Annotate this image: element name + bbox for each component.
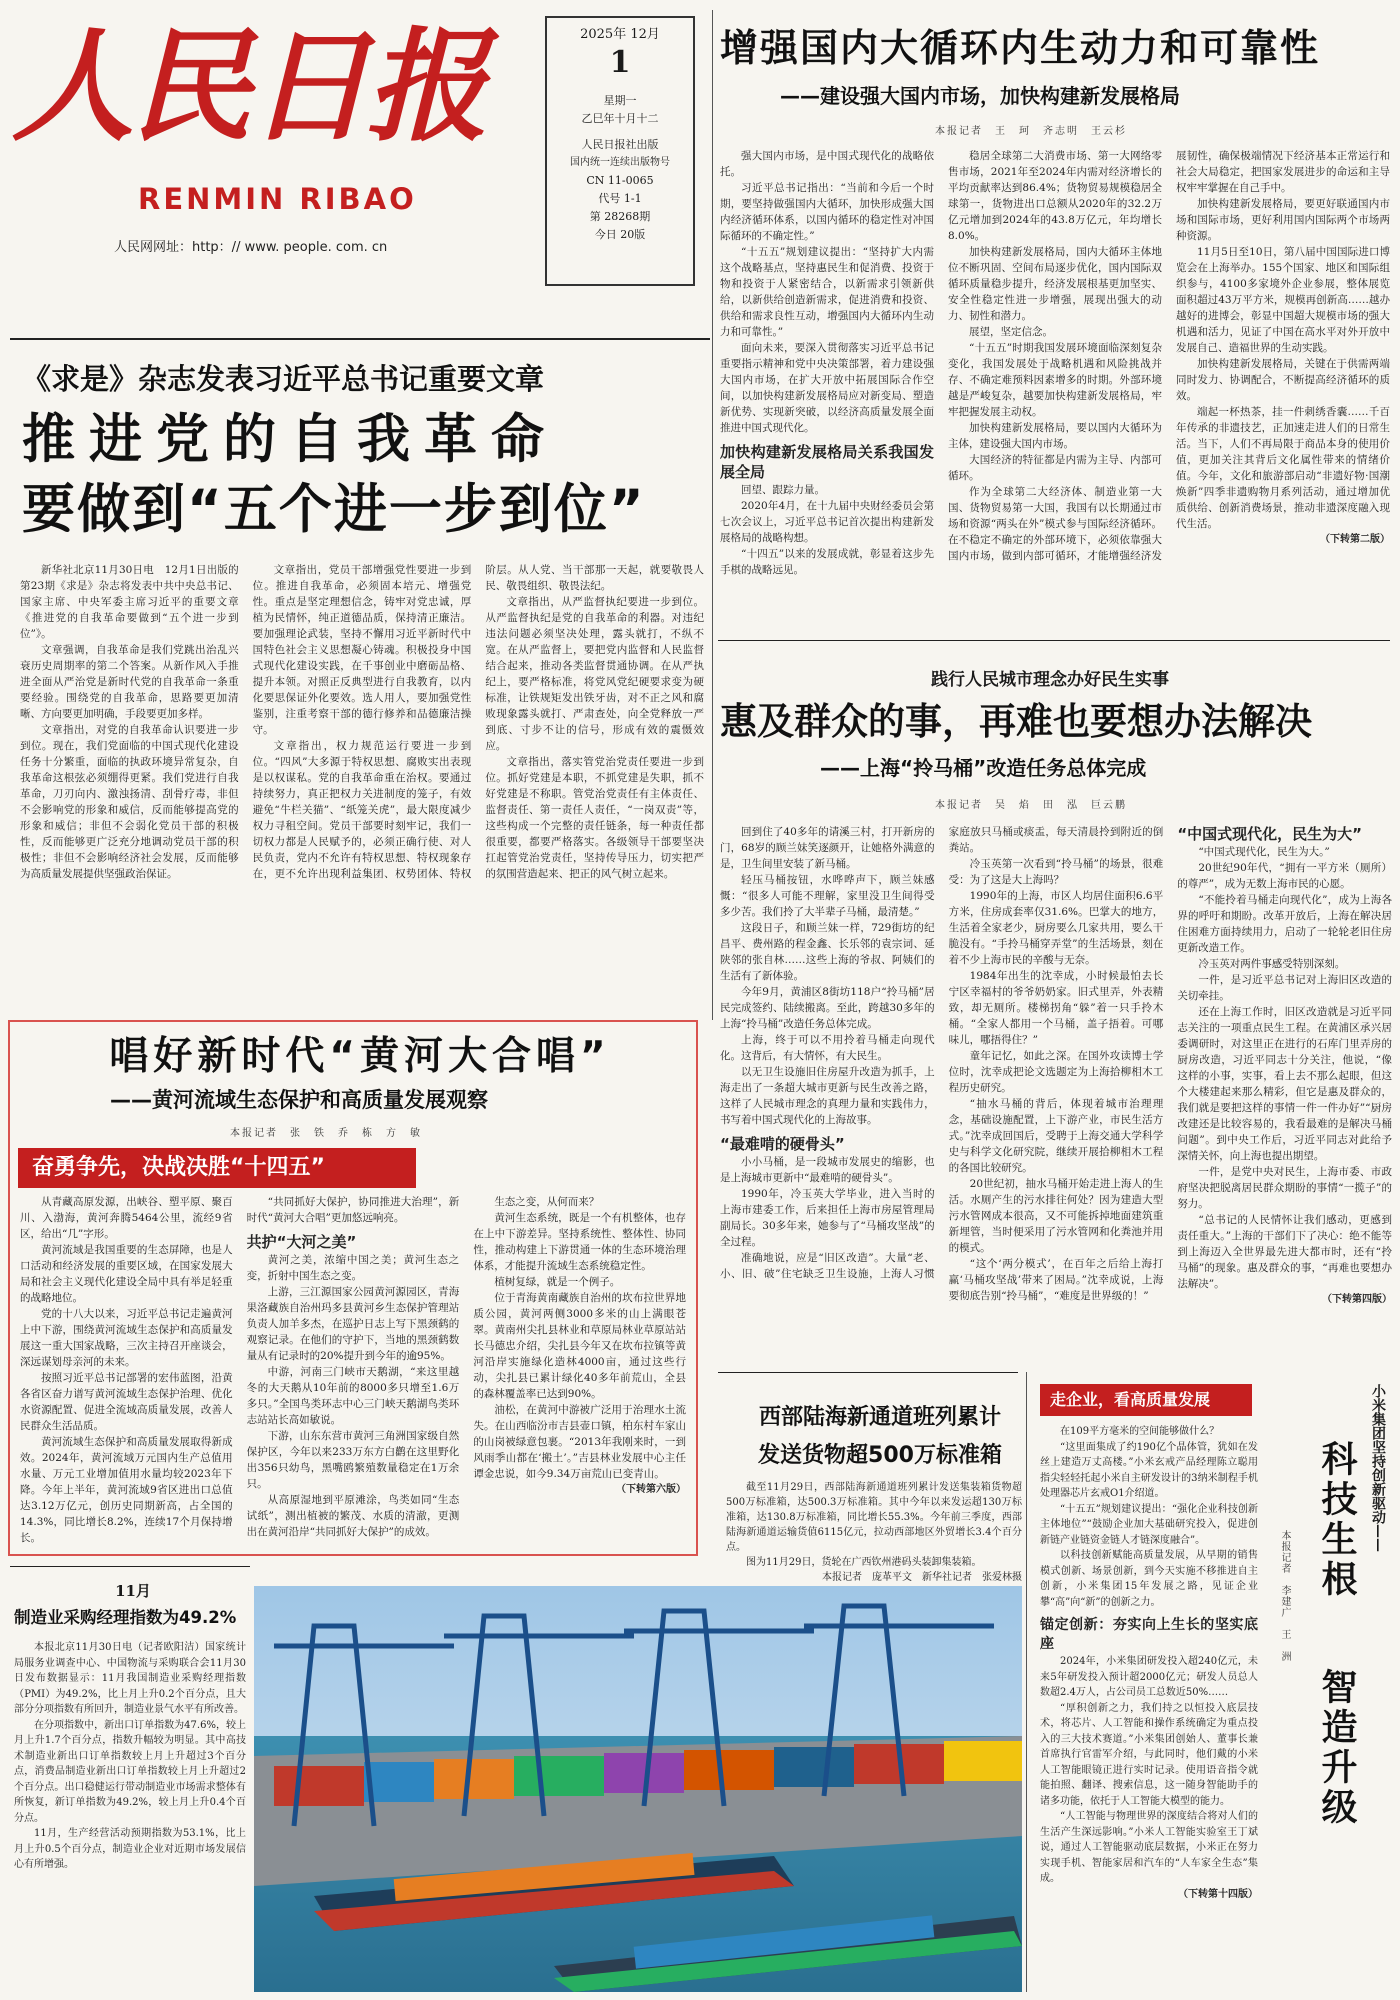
art1-p8: 稳居全球第二大消费市场、第一大网络零售市场，2021年至2024年内需对经济增长的平均贡献率达到86.4%；货物贸易规模稳居全球第一，货物进出口总额从2020年的32.2万亿元增加到2024年的43.8万亿元，年均增长8.0%。	[948, 150, 1162, 242]
art1-p6: 2020年4月，在十九届中央财经委员会第七次会议上，习近平总书记首次提出构建新发展格局的战略构想。	[720, 500, 934, 544]
art1-p13: 大国经济的特征都是内需为主导、内部可循环。	[948, 454, 1162, 482]
art2-p6: 文章指出，从严监督执纪要进一步到位。从严监督执纪是党的自我革命的利器。对违纪违法问题必须坚决处理，露头就打，不纵不宽。在从严监督上，要把党内监督和人民监督结合起来，推动各类监督贯通协调。在从严执纪上，要严格标准，将党风党纪硬要求变为硬标准，让铁规矩发出铁牙齿，对不正之风和腐败现象露头就打、严肃查处，向全党释放一严到底、寸步不让的信号，形成有效的震慑效应。	[485, 596, 704, 752]
masthead-website[interactable]: 人民网网址：http：// www. people. com. cn	[114, 240, 388, 255]
art1-p11: “十五五”时期我国发展环境面临深刻复杂变化，我国发展处于战略机遇和风险挑战并存、不确定难预料因素增多的时期。外部环境越是严峻复杂，越要加快构建新发展格局，牢牢把握发展主动权。	[948, 342, 1162, 418]
port-photo	[254, 1586, 1022, 1992]
art7-continued[interactable]: （下转第十四版）	[1178, 1888, 1258, 1900]
art3-p3: 党的十八大以来，习近平总书记走遍黄河上中下游，围绕黄河流域生态保护和高质量发展这一重大国家战略，三次主持召开座谈会，深远谋划母亲河的未来。	[20, 1308, 233, 1368]
art6-title-line2: 发送货物超500万标准箱	[758, 1443, 1002, 1468]
art7-body	[1040, 1424, 1258, 1992]
date-day: 1	[609, 45, 631, 80]
art6-p2: 图为11月29日，货轮在广西钦州港码头装卸集装箱。	[746, 1557, 982, 1568]
art4-p16: “这个‘两分模式’，在百年之后给上海打赢‘马桶攻坚战’带来了困局。”沈幸成说，上海要彻底告别“拎马桶”，“难度是世界级的！”	[948, 1258, 1164, 1302]
date-code: 代号 1-1	[598, 192, 642, 205]
art1-p17: 加快构建新发展格局，关键在于供需两端同时发力、协调配合，不断提高经济循环的质效。	[1176, 358, 1390, 402]
art4-p11: 1990年的上海，市区人均居住面积6.6平方米，住房成套率仅31.6%。巴掌大的地方，生活着全家老少，厨房要么几家共用，要么干脆没有。“手拎马桶穿弄堂”的生活场景，刻在着不少上海市民的辛酸与无奈。	[948, 890, 1164, 966]
art3-p4: 按照习近平总书记部署的宏伟蓝图，沿黄各省区奋力谱写黄河流域生态保护治理、优化水资源配置、促进全流域高质量发展，改善人民群众生活品质。	[20, 1372, 233, 1432]
date-year-month: 2025年 12月	[580, 27, 660, 42]
art3-p2: 黄河流域是我国重要的生态屏障，也是人口活动和经济发展的重要区域，在国家发展大局和社会主义现代化建设全局中具有举足轻重的战略地位。	[20, 1244, 233, 1304]
art6-body	[726, 1480, 1022, 1584]
art4-subhead-1: “最难啃的硬骨头”	[720, 1135, 845, 1153]
art6-p1: 截至11月29日，西部陆海新通道班列累计发送集装箱货物超500万标准箱，达500.3万标准箱。其中今年以来发运超130万标准箱，达130.8万标准箱，同比增长55.3%。今年前三季度，西部陆海新通道运输货值6115亿元，拉动西部地区外贸增长3.4个百分点。	[726, 1482, 1022, 1553]
art3-p11: 从高原湿地到平原滩涂，鸟类如同“生态试纸”，测出植被的繁茂、水质的清澈，更测出在黄河沿岸“共同抓好大保护”的成效。	[246, 1494, 460, 1538]
art5-title: 制造业采购经理指数为49.2%	[14, 1608, 237, 1627]
art7-p3: “十五五”规划建议提出：“强化企业科技创新主体地位”“鼓励企业加大基础研究投入，促进创新链产业链资金链人才链深度融合”。	[1040, 1503, 1258, 1546]
art7-p6: “厚积创新之力，我们持之以恒投入底层技术，将芯片、人工智能和操作系统确定为重点投入的三大技术赛道。”小米集团创始人、董事长兼首席执行官雷军介绍，与此同时，他们戴的小米人工智能眼镜正进行实时记录。使用语音指令就能拍照、翻译、搜索信息，这一随身智能助手的诸多功能，依托于人工智能大模型的能力。	[1040, 1702, 1258, 1807]
art4-p10: 冷玉英第一次看到“拎马桶”的场景，很难受：为了这是大上海吗？	[948, 858, 1164, 886]
divider	[712, 10, 713, 1020]
art4-p13: 童年记忆，如此之深。在国外攻读博士学位时，沈幸成把论文选题定为上海拾柳相木工程历史研究。	[948, 1050, 1164, 1094]
divider	[1026, 1372, 1027, 1992]
art4-byline: 本报记者 吴 焰 田 泓 巨云鹏	[935, 800, 1127, 811]
art1-p2: 习近平总书记指出：“当前和今后一个时期，要坚持做强国内大循环，加快形成强大国内经济循环体系，以国内循环的稳定性对冲国际循环的不确定性。”	[720, 182, 934, 242]
divider	[10, 1566, 250, 1567]
art4-p15: 20世纪初，抽水马桶开始走进上海人的生活。水厕产生的污水排往何处？因为建造大型污水管网成本很高，又不可能拆掉地面建筑重新埋管，当时便采用了污水管网和化粪池并用的模式。	[948, 1178, 1164, 1254]
divider	[10, 338, 710, 340]
art4-p3: 这段日子，和顾兰妹一样，729街坊的纪昌平、费州路的程金鑫、长乐邻的袁宗词、延陕邻的张自林……这些上海的爷叔、阿姨们的生活有了新体验。	[720, 922, 935, 982]
art4-p22: 还在上海工作时，旧区改造就是习近平同志关注的一项重点民生工程。在黄浦区承兴居委调研时，对这里正在进行的石库门里弄房的厨房改造，习近平同志十分关注，他说，“像这样的小事，实事，看上去不那么起眼，但这个大楼建起来那么精彩，但它是惠及群众的，我们就是要把这样的事情一件一件办好”“厨房改建还是比较容易的，我看最难的是解决马桶问题”。到中央工作后，习近平同志对此给予深情关怀，向上海也提出期望。	[1177, 1006, 1392, 1162]
art2-p2: 文章强调，自我革命是我们党跳出治乱兴衰历史周期率的第二个答案。从新作风入手推进全面从严治党是新时代党的自我革命一条重要经验。围绕党的自我革命，思路要更加清晰、方向要更加明确，手段要更加多样。	[20, 644, 239, 720]
art4-p20: 冷玉英对两件事感受特别深刻。	[1198, 958, 1346, 970]
art2-p4: 文章指出，党员干部增强党性要进一步到位。推进自我革命，必须固本培元、增强党性。重点是坚定理想信念，铸牢对党忠诚，厚植为民情怀，纯正道德品质，保持清正廉洁。要加强理论武装，坚持不懈用习近平新时代中国特色社会主义思想凝心铸魂。积极投身中国式现代化建设实践，在千事创业中磨砺品格、提升本领。对照正反典型进行自我教育，以内化要思保证外化要效。选人用人，要加强党性鉴别，注重考察干部的德行修养和品德廉洁操守。	[252, 564, 472, 736]
art1-p18: 端起一杯热茶，挂一件刺绣香囊……千百年传承的非遗技艺，正加速走进人们的日常生活。当下，人们不再局限于商品本身的使用价值，更加关注其背后文化属性带来的情绪价值。今年，文化和旅游部启动“非遗好物·国潮焕新”四季非遗购物月系列活动，通过增加优质供给、创新消费场景，推动非遗深度融入现代生活。	[1176, 406, 1390, 530]
art2-kicker: 《求是》杂志发表习近平总书记重要文章	[22, 362, 545, 396]
art3-p16: 油松，在黄河中游被广泛用于治理水土流失。在山西临汾市吉县壶口镇，柏东村车家山的山岗被绿意包裹。“2013年我刚来时，一到风雨季山都在‘搬土’。”吉县林业发展中心主任谭金忠说，如今9.34万亩荒山已变青山。	[473, 1404, 686, 1480]
art2-title-line2: 要做到“五个进一步到位”	[22, 479, 646, 540]
date-publisher: 人民日报社出版	[581, 138, 659, 151]
art3-p5: 黄河流域生态保护和高质量发展取得新成效。2024年，黄河流域万元国内生产总值用水量、万元工业增加值用水量均较2023年下降。今年上半年，黄河流域9省区进出口总值达3.12万亿元，创历史同期新高，占全国的14.3%，同比增长8.2%，连续17个月保持增长。	[20, 1436, 233, 1544]
art4-p12: 1984年出生的沈幸成，小时候最怕去长宁区幸福村的爷爷奶奶家。旧式里弄，外表精致，却无厕所。楼梯拐角“躲”着一只手拎木桶。“全家人都用一个马桶，盖子捂着。可哪味儿，哪捂得住？”	[948, 970, 1164, 1046]
art3-continued[interactable]: （下转第六版）	[615, 1484, 686, 1495]
art3-subtitle: ——黄河流域生态保护和高质量发展观察	[110, 1088, 488, 1112]
art1-p4: 面向未来，要深入贯彻落实习近平总书记重要指示精神和党中央决策部署，着力建设强大国内市场，在扩大开放中拓展国际合作空间，以加快构建新发展格局应对新变局、塑造新优势、实现新突破，以经济高质量发展全面推进中国式现代化。	[720, 342, 934, 434]
art1-p15: 加快构建新发展格局，要更好联通国内市场和国际市场，更好利用国内国际两个市场两种资源。	[1176, 198, 1390, 242]
art1-p3: “十五五”规划建议提出：“坚持扩大内需这个战略基点，坚持惠民生和促消费、投资于物和投资于人紧密结合，以新需求引领新供给，以新供给创造新需求，促进消费和投资、供给和需求良性互动，增强国内大循环内生动力和可靠性。”	[720, 246, 934, 338]
art4-p9: 准确地说，应是“旧区改造”。大量“老、小、旧、破”住宅缺乏卫生设施，上海人习惯家庭放只马桶或痰盂，每天清晨拎到附近的倒粪站。	[720, 826, 1164, 1280]
divider	[718, 1372, 1018, 1373]
art2-body	[20, 562, 704, 1004]
art1-byline: 本报记者 王 珂 齐志明 王云杉	[935, 126, 1127, 137]
art3-p13: 黄河生态系统，既是一个有机整体，也存在上中下游差异。坚持系统性、整体性、协同性，推动构建上下游贯通一体的生态环境治理体系，才能提升流域生态系统稳定性。	[473, 1212, 686, 1272]
art7-subhead: 锚定创新：夯实向上生长的坚实底座	[1040, 1617, 1258, 1652]
art4-p17: “中国式现代化，民生为大。”	[1198, 846, 1330, 858]
art3-section-banner: 奋勇争先，决战决胜“十四五”	[18, 1148, 416, 1188]
art7-p7: “人工智能与物理世界的深度结合将对人们的生活产生深远影响。”小米人工智能实验室王丁斌说，通过人工智能驱动底层数据，小米正在努力实现手机、智能家居和汽车的“人车家全生态”集成。	[1040, 1811, 1258, 1884]
art4-p14: “抽水马桶的背后，体现着城市治理理念，基础设施配置，上下游产业，市民生活方式。”沈幸成回国后，受聘于上海交通大学科学史与科学文化研究院，继续开展拾柳相木工程的各国比较研究。	[948, 1098, 1164, 1174]
date-weekday: 星期一	[603, 94, 637, 107]
art3-p7: 黄河之美，浓缩中国之美；黄河生态之变，折射中国生态之变。	[246, 1254, 460, 1282]
art1-p7: “十四五”以来的发展成就，彰显着这步先手棋的战略远见。	[720, 548, 934, 576]
art1-p5: 回望、跟踪力量。	[741, 484, 825, 496]
art4-kicker: 践行人民城市理念办好民生实事	[931, 670, 1169, 690]
art1-p10: 展望，坚定信念。	[969, 326, 1053, 338]
art7-kicker: 小米集团坚持创新驱动——	[1370, 1384, 1386, 1552]
art4-p18: 20世纪90年代，“拥有一平方米（厕所）的尊严”，成为无数上海市民的心愿。	[1177, 862, 1392, 890]
date-serial-label: 国内统一连续出版物号	[570, 157, 670, 168]
container-port-illustration	[254, 1586, 1022, 1992]
art4-subtitle: ——上海“拎马桶”改造任务总体完成	[820, 756, 1147, 780]
art4-p4: 今年9月，黄浦区8街坊118户“拎马桶”居民完成签约、陆续搬离。至此，跨越30多年的上海“拎马桶”改造任务总体完成。	[720, 986, 935, 1030]
art4-continued[interactable]: （下转第四版）	[1321, 1294, 1392, 1305]
art7-title-b: 智造升级	[1316, 1668, 1357, 1828]
art3-body	[20, 1194, 686, 1548]
art4-subhead-2: “中国式现代化，民生为大”	[1177, 825, 1363, 843]
art3-p10: 下游，山东东营市黄河三角洲国家级自然保护区，今年以来233万东方白鹳在这里野化出356只幼鸟，黑嘴鸥繁殖数量稳定在1万余只。	[246, 1430, 460, 1490]
art4-p19: “不能拎着马桶走向现代化”，成为上海各界的呼吁和期盼。改革开放后，上海在解决居住困难方面持续用力，启动了一轮轮老旧住房更新改造工作。	[1177, 894, 1392, 954]
art4-title: 惠及群众的事，再难也要想办法解决	[720, 699, 1312, 743]
art2-title-line1: 推进党的自我革命	[22, 409, 558, 470]
art1-p12: 加快构建新发展格局，要以国内大循环为主体，建设强大国内市场。	[948, 422, 1162, 450]
art7-p4: 以科技创新赋能高质量发展，从早期的销售模式创新、场景创新，到今天实施不移推进自主创新，小米集团15年发展之路，见证企业攀“高”向“新”的创新之力。	[1040, 1550, 1258, 1608]
art4-body	[720, 824, 1392, 1360]
art3-p12: 生态之变，从何而来？	[494, 1196, 600, 1208]
art4-p24: “总书记的人民情怀让我们感动，更感到责任重大。”上海的干部们下了决心：绝不能等到上海迈入全世界最先进大都市时，还有“拎马桶”的现象。惠及群众的事，“再难也要想办法解决”。	[1177, 1214, 1392, 1290]
date-lunar: 乙巳年十月十二	[581, 112, 659, 125]
art4-p21: 一件，是习近平总书记对上海旧区改造的关切牵挂。	[1177, 974, 1392, 1002]
art4-p23: 一件，是党中央对民生，上海市委、市政府坚决把脱离居民群众期盼的事情“一揽子”的努力。	[1177, 1166, 1392, 1210]
art1-p1: 强大国内市场，是中国式现代化的战略依托。	[720, 150, 934, 178]
masthead-pinyin: RENMIN RIBAO	[138, 182, 417, 216]
art2-p3: 文章指出，对党的自我革命认识要进一步到位。现在，我们党面临的中国式现代化建设任务十分繁重，面临的执政环境异常复杂，自我革命这根弦必须绷得更紧。我们党进行自我革命，刀刃向内、激浊扬清、刮骨疗毒，非但不会影响党的形象和威信，反而能够提高党的形象和威信；非但不会弱化党员干部的积极性，反而能够更广泛充分地调动党员干部的积极性；非但不会影响经济社会发展，反而能够为高质量发展提供坚强政治保证。	[20, 724, 239, 880]
art5-p3: 11月，生产经营活动预期指数为53.1%，比上月上升0.5个百分点，制造业企业对近期市场发展信心有所增强。	[14, 1828, 246, 1870]
art4-p8: 1990年，冷玉英大学毕业，进入当时的上海市建委工作，后来担任上海市房屋管理局副局长。30多年来，她参与了“马桶攻坚战”的全过程。	[720, 1188, 935, 1248]
art7-p2: “这里面集成了约190亿个晶体管，犹如在发丝上建造万丈高楼。”小米玄戒产品经理陈立聪用指尖轻轻托起小米自主研发设计的3纳米制程手机处理器芯片玄戒O1介绍道。	[1040, 1441, 1258, 1499]
art3-p8: 上游，三江源国家公园黄河源园区，青海果洛藏族自治州玛多县黄河乡生态保护管理站负责人加羊多杰，在巡护日志上写下黑颈鹤的观察记录。在他们的守护下，当地的黑颈鹤数量从有记录时的20%提升到今年的逾95%。	[246, 1286, 460, 1362]
art5-body	[14, 1640, 246, 1992]
art3-p14: 植树复绿，就是一个例子。	[494, 1276, 621, 1288]
art3-title: 唱好新时代“黄河大合唱”	[109, 1034, 611, 1079]
art1-continued[interactable]: （下转第二版）	[1320, 534, 1390, 545]
art5-p2: 在分项指数中，新出口订单指数为47.6%，较上月上升1.7个百分点，指数升幅较为明显。其中高技术制造业新出口订单指数较上月上升超过3个百分点，消费品制造业新出口订单指数较上月上升超过2个百分点。出口稳健运行带动制造业市场需求整体有所恢复，新订单指数为49.2%，较上月上升0.4个百分点。	[14, 1719, 246, 1824]
art6-credit: 本报记者 庞革平文 新华社记者 张爱林摄	[822, 1572, 1022, 1583]
art3-p6: “共同抓好大保护，协同推进大治理”，新时代“黄河大合唱”更加悠远响亮。	[246, 1196, 460, 1224]
art7-title-a: 科技生根	[1316, 1440, 1357, 1600]
art7-section-banner: 走企业，看高质量发展	[1040, 1384, 1252, 1416]
art1-subhead: 加快构建新发展格局关系我国发展全局	[720, 443, 934, 481]
date-pages: 今日 20版	[594, 228, 646, 241]
art7-p1: 在109平方毫米的空间能够做什么？	[1060, 1426, 1220, 1437]
art7-byline: 本报记者 李建广 王 洲	[1279, 1530, 1290, 1662]
art3-p15: 位于青海黄南藏族自治州的坎布拉世界地质公园，黄河两侧3000多米的山上满眼苍翠。黄南州尖扎县林业和草原局林业草原站站长马德忠介绍，尖扎县今年又在坎布拉镇等黄河沿岸实施绿化造林4000亩，通过这些行动，尖扎县已累计绿化40多年前荒山，全县的森林覆盖率已达到90%。	[473, 1292, 686, 1400]
art1-p14: 作为全球第二大经济体、制造业第一大国、货物贸易第一大国，我国有以长期通过市场和资源“两头在外”模式参与国际经济循环。在不稳定不确定的外部环境下，必须依靠强大国内市场，做到内部可循环，才能增强经济发展韧性，确保极端情况下经济基本正常运行和社会大局稳定，把国家发展进步的命运和主导权牢牢掌握在自己手中。	[948, 150, 1390, 562]
art3-subhead: 共护“大河之美”	[246, 1233, 357, 1251]
art1-title: 增强国内大循环内生动力和可靠性	[720, 26, 1321, 70]
art2-p5: 文章指出，权力规范运行要进一步到位。“四风”大多源于特权思想、腐败实出表现是以权谋私。党的自我革命重在治权。要通过持续努力，真正把权力关进制度的笼子，有效避免“牛栏关猫”、“纸笼关虎”，最大限度减少权力寻租空间。党员干部要时刻牢记，我们一切权力都是人民赋予的，必须正确行使、对人民负责，党内不允许有特权思想、特权现象存在，更不允许出现利益集团、权势团体、特权阶层。从人党、当干部那一天起，就要敬畏人民、敬畏组织、敬畏法纪。	[252, 564, 704, 880]
art5-p1: 本报北京11月30日电（记者欧阳洁）国家统计局服务业调查中心、中国物流与采购联合会11月30日发布数据显示：11月我国制造业采购经理指数（PMI）为49.2%，比上月上升0.2个百分点，且大部分分项指数有所回升，制造业景气水平有所改善。	[14, 1642, 246, 1715]
art1-body	[720, 148, 1390, 628]
art6-title-line1: 西部陆海新通道班列累计	[758, 1405, 1001, 1430]
art4-p5: 上海，终于可以不用拎着马桶走向现代化。这背后，有大情怀，有大民生。	[720, 1034, 935, 1062]
art2-p1: 新华社北京11月30日电 12月1日出版的第23期《求是》杂志将发表中共中央总书记、国家主席、中央军委主席习近平的重要文章《推进党的自我革命要做到“五个进一步到位”》。	[20, 564, 239, 640]
art2-p7: 文章指出，落实管党治党责任要进一步到位。抓好党建是本职，不抓党建是失职，抓不好党建是不称职。管党治党责任有主体责任、监督责任、第一责任人责任，“一岗双责”等，这些构成一个完整的责任链条，每一种责任都很重要，都要严格落实。各级领导干部要坚决扛起管党治党责任，坚持传导压力，切实把严的氛围营造起来、把正的风气树立起来。	[485, 756, 704, 880]
divider	[718, 640, 1390, 641]
art4-p1: 回到住了40多年的请溪三村，打开新房的门，68岁的顾兰妹笑逐颜开，让她格外满意的是，卫生间里安装了新马桶。	[720, 826, 935, 870]
art1-p16: 11月5日至10日，第八届中国国际进口博览会在上海举办。155个国家、地区和国际组织参与，4100多家境外企业参展，整体展览面积超过43万平方米，规模再创新高……越办越好的进博会，彰显中国超大规模市场的强大机遇和活力，见证了中国在高水平对外开放中发展自己、造福世界的生动实践。	[1176, 246, 1390, 354]
art3-byline: 本报记者 张 铁 乔 栋 方 敏	[230, 1128, 422, 1139]
art1-p9: 加快构建新发展格局，国内大循环主体地位不断巩固、空间布局逐步优化，国内国际双循环质量稳步提升，经济发展根基更加坚实、安全性稳定性进一步增强，展现出强大的动力、韧性和潜力。	[948, 246, 1162, 322]
date-box	[545, 16, 695, 286]
art5-kicker: 11月	[115, 1582, 151, 1600]
masthead-logo: 人民日报	[12, 14, 484, 158]
art1-subtitle: ——建设强大国内市场，加快构建新发展格局	[780, 84, 1180, 108]
art3-p9: 中游，河南三门峡市天鹅湖，“来这里越冬的大天鹅从10年前的8000多只增至1.6万多只。”全国鸟类环志中心三门峡天鹅湖鸟类环志站站长高如敏说。	[246, 1366, 460, 1426]
date-cn: CN 11-0065	[586, 174, 654, 187]
art3-p1: 从青藏高原发源，出峡谷、塑平原、聚百川、入渤海，黄河奔腾5464公里，流经9省区，给出“几”字形。	[20, 1196, 233, 1240]
art4-p6: 以无卫生设施旧住房屋升改造为抓手，上海走出了一条超大城市更新与民生改善之路，这样了人民城市理念的真理力量和实践伟力，书写着中国式现代化的上海故事。	[720, 1066, 935, 1126]
masthead	[6, 4, 536, 349]
date-issue: 第 28268期	[589, 210, 651, 223]
art4-p2: 轻压马桶按钮，水哗哗声下，顾兰妹感慨：“很多人可能不理解，家里没卫生间得受多少苦。我们拎了大半辈子马桶，最清楚。”	[720, 874, 935, 918]
art7-p5: 2024年，小米集团研发投入超240亿元，未来5年研发投入预计超2000亿元；研发人员总人数超2.4万人，占公司员工总数近50%……	[1040, 1656, 1258, 1698]
art4-p7: 小小马桶，是一段城市发展史的缩影，也是上海城市更新中“最难啃的硬骨头”。	[720, 1156, 935, 1184]
